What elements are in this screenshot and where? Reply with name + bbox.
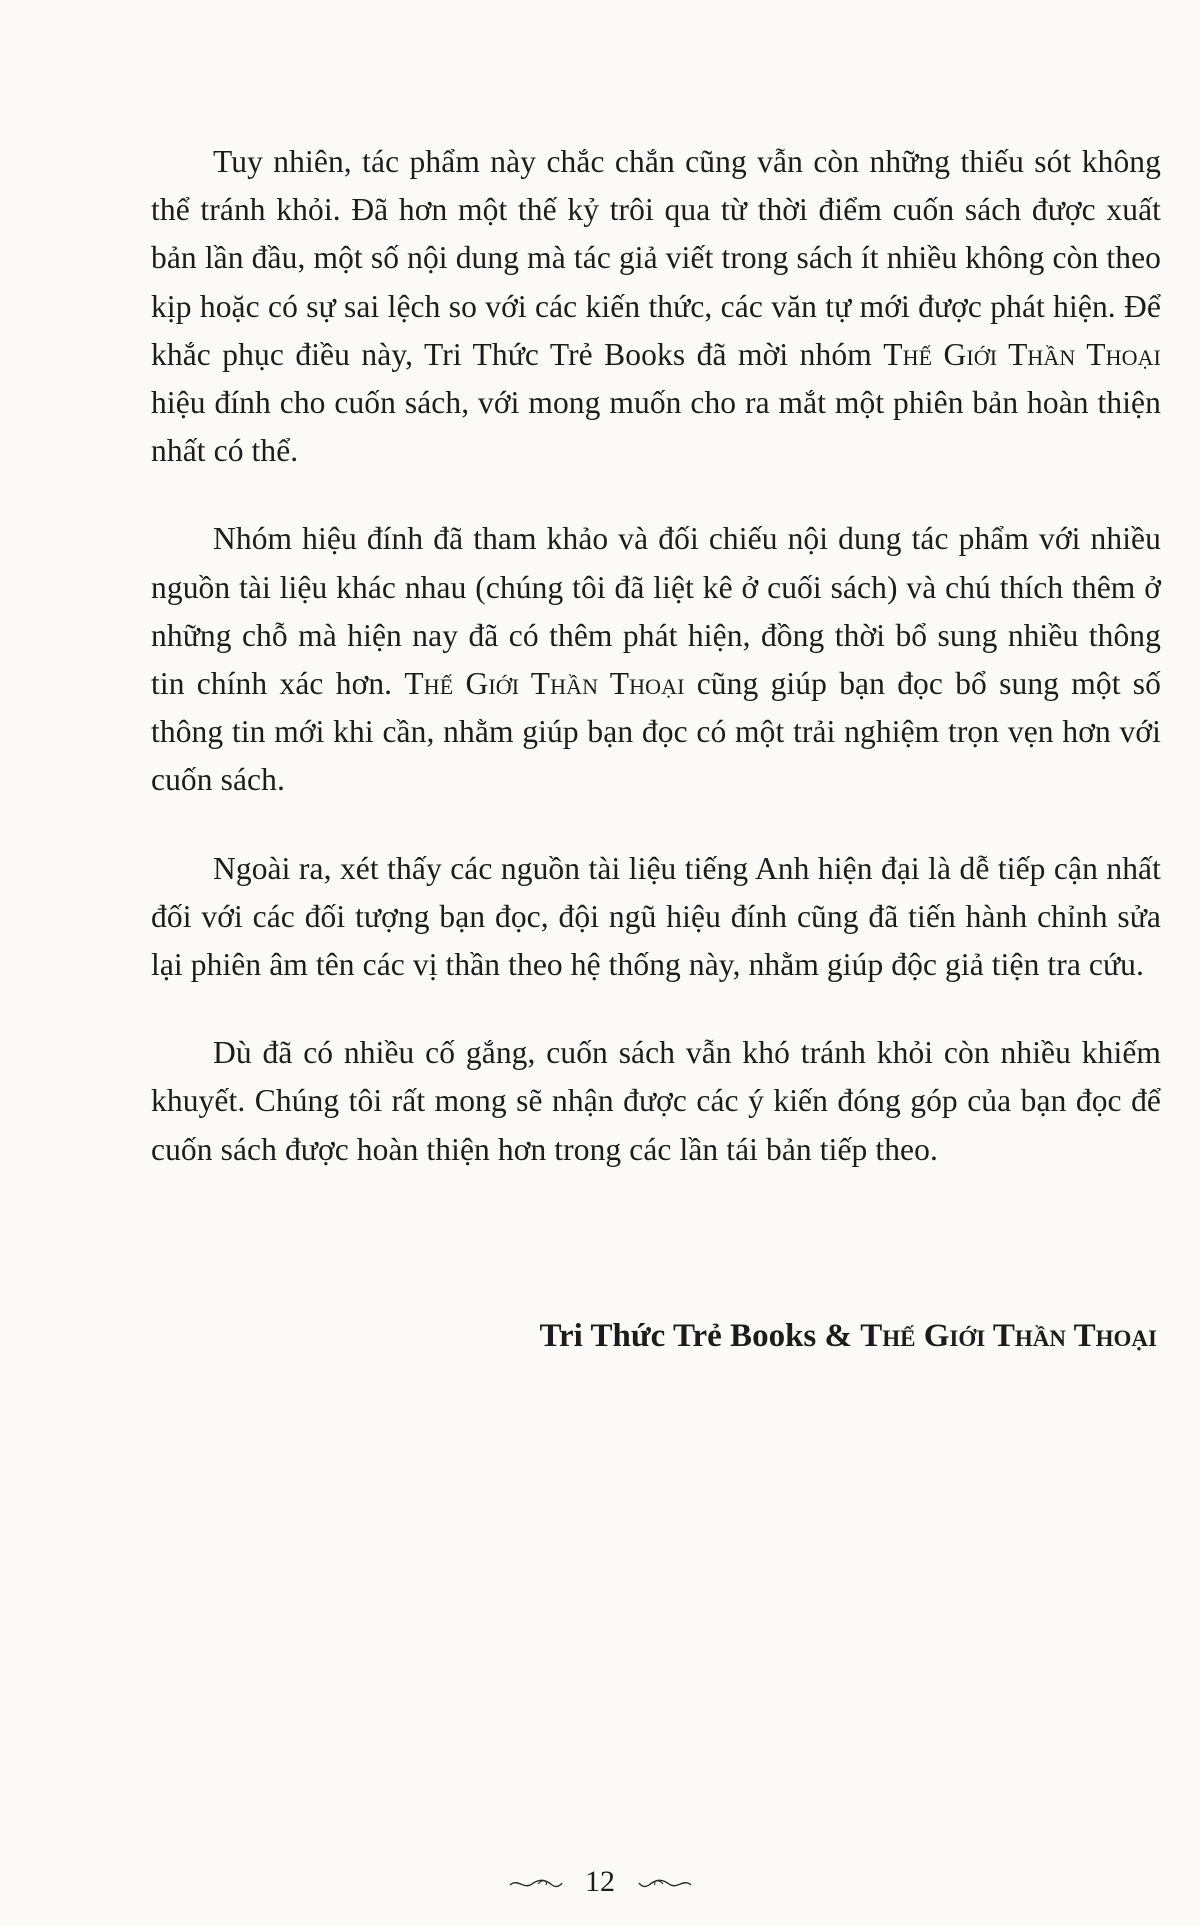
signature — [539, 1312, 1157, 1360]
paragraph-text: hiệu đính cho cuốn sách, với mong muốn cho ra mắt một phiên bản hoàn thiện nhất có thể. — [151, 385, 1161, 469]
group-name: Thế Giới Thần Thoại — [883, 336, 1161, 372]
paragraph-text: Tuy nhiên, tác phẩm này chắc chắn cũng vẫn còn những thiếu sót không thể tránh khỏi. Đã hơn một thế kỷ trôi qua từ thời điểm cuốn sách được xuất bản lần đầu, một số nội dung mà tác giả viết trong sách ít nhiều không còn theo kịp hoặc có sự sai lệch so với các kiến thức, các văn tự mới được phát hiện. Để khắc phục điều này, Tri Thức Trẻ Books đã mời nhóm — [151, 144, 1161, 372]
page-number: 12 — [585, 1865, 615, 1898]
signature-group: Thế Giới Thần Thoại — [860, 1318, 1157, 1354]
paragraph-text: Ngoài ra, xét thấy các nguồn tài liệu tiếng Anh hiện đại là dễ tiếp cận nhất đối với các đối tượng bạn đọc, đội ngũ hiệu đính cũng đã tiến hành chỉnh sửa lại phiên âm tên các vị thần theo hệ thống này, nhằm giúp độc giả tiện tra cứu. — [151, 850, 1161, 983]
flourish-right-icon — [637, 1876, 693, 1892]
paragraph-text: Dù đã có nhiều cố gắng, cuốn sách vẫn khó tránh khỏi còn nhiều khiếm khuyết. Chúng tôi rất mong sẽ nhận được các ý kiến đóng góp của bạn đọc để cuốn sách được hoàn thiện hơn trong các lần tái bản tiếp theo. — [151, 1035, 1161, 1167]
paragraph-text: Nhóm hiệu đính đã tham khảo và đối chiếu nội dung tác phẩm với nhiều nguồn tài liệu khác nhau (chúng tôi đã liệt kê ở cuối sách) và chú thích thêm ở những chỗ mà hiện nay đã có thêm phát hiện, đồng thời bổ sung nhiều thông tin chính xác hơn. — [151, 521, 1161, 702]
paragraph-text: cũng giúp bạn đọc bổ sung một số thông tin mới khi cần, nhằm giúp bạn đọc có một trải nghiệm trọn vẹn hơn với cuốn sách. — [151, 666, 1161, 798]
paragraph — [151, 138, 1161, 475]
group-name: Thế Giới Thần Thoại — [404, 666, 685, 702]
paragraph — [151, 515, 1161, 804]
flourish-left-icon — [508, 1876, 564, 1892]
paragraph — [151, 845, 1161, 990]
page-footer — [0, 1862, 1200, 1902]
signature-publisher: Tri Thức Trẻ Books & — [539, 1318, 861, 1354]
body-text — [151, 138, 1161, 1214]
paragraph — [151, 1029, 1161, 1174]
